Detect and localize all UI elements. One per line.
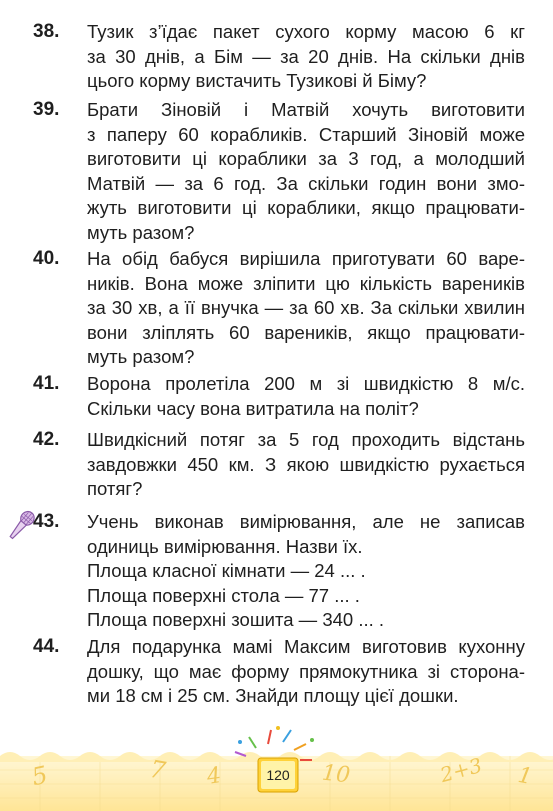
text-line: Брати Зіновій і Матвій хочуть виготовити (87, 99, 525, 120)
problem-number: 43. (33, 511, 60, 532)
text-line: На обід бабуся вирішила приготувати 60 варе- (87, 248, 525, 269)
problem-number: 41. (33, 373, 60, 394)
decor-digit: 5 (29, 760, 51, 792)
text-line: Площа поверхні зошита — 340 ... . (87, 609, 385, 630)
text-line: за 30 хв, а її внучка — за 60 хв. За скільки хвилин (87, 297, 525, 318)
problem-text (87, 372, 525, 421)
text-line: завдовжки 450 км. З якою швидкістю рухається (87, 453, 525, 475)
problem-number: 42. (33, 429, 60, 450)
problem-number: 38. (33, 21, 60, 42)
text-line: ників. Вона може зліпити цю кількість вареників (87, 272, 525, 294)
text-line: муть разом? (87, 221, 195, 243)
text-line: одиниць вимірювання. Назви їх. (87, 535, 363, 557)
text-line: дошку, що має форму прямокутника зі сторона- (87, 660, 525, 682)
text-line: Площа класної кімнати — 24 ... . (87, 560, 366, 581)
text-line: з паперу 60 корабликів. Старший Зіновій може (87, 123, 525, 145)
text-line: Скільки часу вона витратила на політ? (87, 397, 419, 419)
text-line: муть разом? (87, 346, 195, 367)
problem-text (87, 635, 525, 709)
decor-digit: 7 (147, 754, 168, 786)
text-line: Ворона пролетіла 200 м зі швидкістю 8 м/с. (87, 373, 525, 394)
text-line: потяг? (87, 478, 143, 499)
text-line: за 30 днів, а Бім — за 20 днів. На скільки днів (87, 45, 525, 67)
text-line: Швидкісний потяг за 5 год проходить відстань (87, 429, 525, 450)
page-number: 120 (266, 767, 290, 783)
problem-number: 40. (33, 248, 60, 269)
text-line: Площа поверхні стола — 77 ... . (87, 584, 360, 606)
text-line: Учень виконав вимірювання, але не записав (87, 511, 525, 532)
text-line: Матвій — за 6 год. За скільки годин вони змо- (87, 172, 525, 194)
text-line: вони зліплять 60 вареників, якщо працювати- (87, 321, 525, 343)
text-line: Тузик з’їдає пакет сухого корму масою 6 кг (87, 21, 525, 42)
text-line: цього корму вистачить Тузикові й Біму? (87, 70, 427, 91)
problem-text (87, 20, 525, 94)
problem-text (87, 428, 525, 502)
decor-digit: 10 (320, 760, 352, 789)
problem-text (87, 510, 525, 633)
text-line: ми 18 см і 25 см. Знайди площу цієї дошки. (87, 685, 459, 706)
decor-digit: 1 (515, 762, 535, 791)
problem-text (87, 247, 525, 370)
problem-text (87, 98, 525, 245)
problem-number: 39. (33, 99, 60, 120)
decor-digit: 4 (205, 763, 223, 790)
text-line: жуть виготовити ці кораблики, якщо працювати- (87, 197, 525, 218)
problem-number: 44. (33, 636, 60, 657)
text-line: виготовити ці кораблики за 3 год, а молодший (87, 148, 525, 169)
text-line: Для подарунка мамі Максим виготовив кухонну (87, 636, 525, 657)
decor-digit: 2+3 (437, 752, 485, 788)
